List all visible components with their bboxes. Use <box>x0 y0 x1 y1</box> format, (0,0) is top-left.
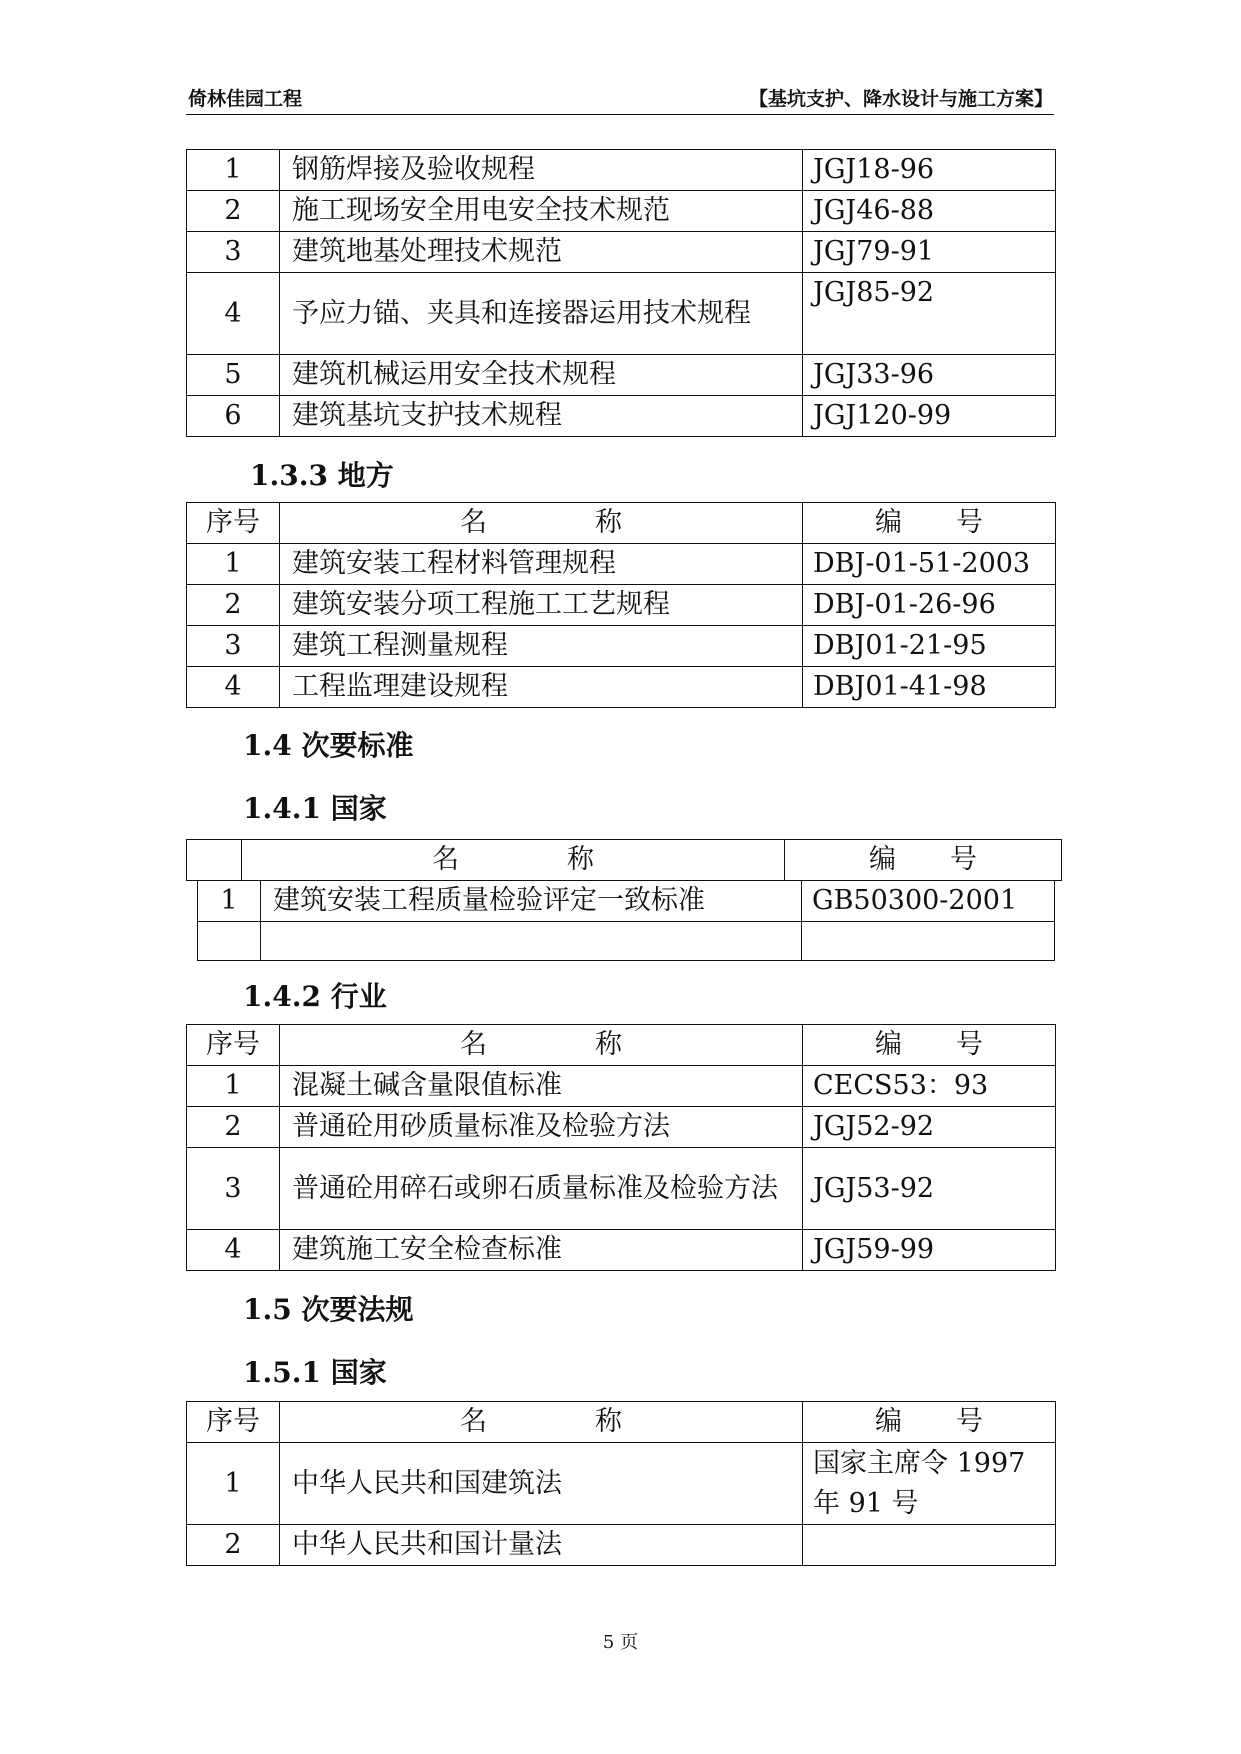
standard-code <box>802 922 1055 961</box>
standard-name: 普通砼用砂质量标准及检验方法 <box>280 1107 803 1148</box>
standard-name: 建筑安装工程质量检验评定一致标准 <box>261 881 802 922</box>
row-number: 4 <box>187 273 280 355</box>
standard-name: 施工现场安全用电安全技术规范 <box>280 191 803 232</box>
table-row <box>187 273 1056 355</box>
table-header-row <box>187 503 1056 544</box>
column-header-name: 名 称 <box>280 1025 803 1066</box>
column-header-number-empty <box>187 840 242 881</box>
page-number: 5 页 <box>602 1632 639 1653</box>
table-row <box>187 191 1056 232</box>
standard-code: JGJ46-88 <box>803 191 1056 232</box>
table-header-row <box>187 1402 1056 1443</box>
section-heading-1-5: 1.5 次要法规 <box>243 1293 414 1326</box>
table-row <box>187 1525 1056 1566</box>
table-row <box>187 626 1056 667</box>
table-row <box>187 1107 1056 1148</box>
table-header-row <box>187 1025 1056 1066</box>
row-number: 5 <box>187 355 280 396</box>
table-row <box>187 396 1056 437</box>
section-heading-1-4-2: 1.4.2 行业 <box>243 980 387 1013</box>
row-number: 2 <box>187 585 280 626</box>
section-heading-1-4-1: 1.4.1 国家 <box>243 792 387 825</box>
standard-name: 建筑安装工程材料管理规程 <box>280 544 803 585</box>
header-project-name: 倚林佳园工程 <box>188 88 303 110</box>
row-number: 3 <box>187 1148 280 1230</box>
standard-name: 钢筋焊接及验收规程 <box>280 150 803 191</box>
standard-name: 建筑机械运用安全技术规程 <box>280 355 803 396</box>
column-header-name: 名 称 <box>280 503 803 544</box>
standard-code: JGJ52-92 <box>803 1107 1056 1148</box>
section-heading-1-5-1: 1.5.1 国家 <box>243 1356 387 1389</box>
standard-code: JGJ85-92 <box>803 273 1056 355</box>
standard-name: 建筑施工安全检查标准 <box>280 1230 803 1271</box>
standard-code: JGJ33-96 <box>803 355 1056 396</box>
row-number: 4 <box>187 1230 280 1271</box>
standard-name: 混凝土碱含量限值标准 <box>280 1066 803 1107</box>
section-heading-1-4: 1.4 次要标准 <box>243 729 414 762</box>
column-header-number: 序号 <box>187 503 280 544</box>
standard-code: GB50300-2001 <box>802 881 1055 922</box>
standard-code: JGJ59-99 <box>803 1230 1056 1271</box>
standard-name: 建筑安装分项工程施工工艺规程 <box>280 585 803 626</box>
table-row <box>187 1066 1056 1107</box>
national-standards-header-table <box>186 839 1062 881</box>
standard-name: 建筑地基处理技术规范 <box>280 232 803 273</box>
standard-code: DBJ01-41-98 <box>803 667 1056 708</box>
table-row <box>187 1443 1056 1525</box>
standard-name <box>261 922 802 961</box>
local-regulations-table <box>186 502 1056 708</box>
law-code <box>803 1525 1056 1566</box>
table-row <box>187 667 1056 708</box>
industry-regulations-table <box>186 149 1056 437</box>
national-standards-table <box>197 880 1055 961</box>
table-row <box>187 355 1056 396</box>
law-name: 中华人民共和国计量法 <box>280 1525 803 1566</box>
column-header-code: 编 号 <box>803 1025 1056 1066</box>
table-header-row <box>187 840 1062 881</box>
table-row <box>187 544 1056 585</box>
row-number <box>198 922 261 961</box>
standard-name: 普通砼用碎石或卵石质量标准及检验方法 <box>280 1148 803 1230</box>
standard-code: CECS53：93 <box>803 1066 1056 1107</box>
standard-code: DBJ-01-51-2003 <box>803 544 1056 585</box>
table-row <box>198 922 1055 961</box>
standard-name: 建筑基坑支护技术规程 <box>280 396 803 437</box>
law-name: 中华人民共和国建筑法 <box>280 1443 803 1525</box>
column-header-name: 名 称 <box>280 1402 803 1443</box>
standard-code: DBJ-01-26-96 <box>803 585 1056 626</box>
table-row <box>187 150 1056 191</box>
row-number: 1 <box>187 1066 280 1107</box>
row-number: 2 <box>187 1107 280 1148</box>
header-document-title: 【基坑支护、降水设计与施工方案】 <box>748 88 1053 110</box>
industry-standards-table <box>186 1024 1056 1271</box>
standard-name: 建筑工程测量规程 <box>280 626 803 667</box>
column-header-code: 编 号 <box>803 1402 1056 1443</box>
row-number: 4 <box>187 667 280 708</box>
table-row <box>187 1148 1056 1230</box>
row-number: 2 <box>187 191 280 232</box>
table-row <box>198 881 1055 922</box>
table-row <box>187 232 1056 273</box>
section-heading-1-3-3: 1.3.3 地方 <box>250 459 394 492</box>
column-header-code: 编 号 <box>785 840 1062 881</box>
standard-code: JGJ120-99 <box>803 396 1056 437</box>
column-header-code: 编 号 <box>803 503 1056 544</box>
table-row <box>187 585 1056 626</box>
law-code: 国家主席令 1997 年 91 号 <box>803 1443 1056 1525</box>
header-divider <box>186 114 1054 115</box>
row-number: 6 <box>187 396 280 437</box>
row-number: 1 <box>187 150 280 191</box>
standard-code: DBJ01-21-95 <box>803 626 1056 667</box>
table-row <box>187 1230 1056 1271</box>
standard-code: JGJ53-92 <box>803 1148 1056 1230</box>
row-number: 3 <box>187 626 280 667</box>
row-number: 1 <box>187 1443 280 1525</box>
national-laws-table <box>186 1401 1056 1566</box>
row-number: 3 <box>187 232 280 273</box>
row-number: 1 <box>198 881 261 922</box>
column-header-number: 序号 <box>187 1402 280 1443</box>
standard-code: JGJ79-91 <box>803 232 1056 273</box>
column-header-name: 名 称 <box>242 840 785 881</box>
row-number: 2 <box>187 1525 280 1566</box>
standard-name: 予应力锚、夹具和连接器运用技术规程 <box>280 273 803 355</box>
standard-code: JGJ18-96 <box>803 150 1056 191</box>
row-number: 1 <box>187 544 280 585</box>
column-header-number: 序号 <box>187 1025 280 1066</box>
standard-name: 工程监理建设规程 <box>280 667 803 708</box>
